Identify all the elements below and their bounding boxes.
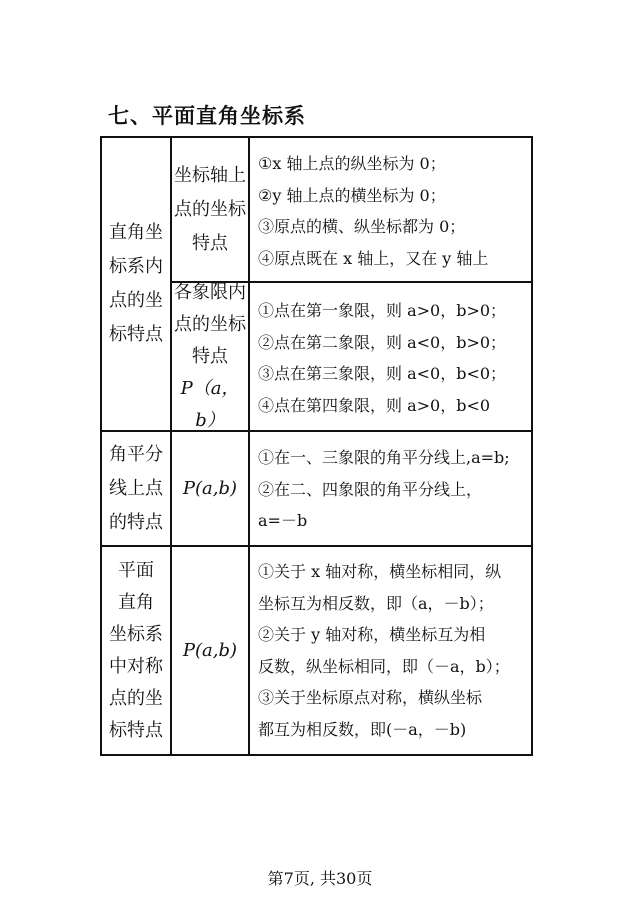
list-item: ③关于坐标原点对称，横纵坐标 — [258, 688, 483, 707]
row2-category-line: 角平分 — [109, 443, 163, 465]
quadrant-points-label-line: 点的坐标 — [174, 313, 246, 335]
row2-point — [172, 432, 248, 545]
row3-category-line: 直角 — [118, 591, 154, 613]
list-item: ①关于 x 轴对称，横坐标相同，纵 — [258, 562, 502, 581]
page-number: 第7页, 共30页 — [267, 869, 373, 888]
axis-points-items — [258, 148, 530, 274]
section-title: 七、平面直角坐标系 — [108, 104, 306, 128]
list-item: 坐标互为相反数，即（a，－b）； — [258, 593, 494, 613]
row2-point-label: P(a,b) — [182, 477, 238, 499]
axis-points-label-line: 坐标轴上 — [174, 164, 246, 186]
quadrant-points-label-line: 特点 — [192, 345, 228, 367]
quadrant-points-items — [258, 295, 530, 421]
row1-category-line: 点的坐 — [109, 290, 163, 311]
column-divider-2 — [248, 138, 250, 754]
list-item: a=－b — [258, 511, 308, 530]
row1-category — [102, 138, 170, 430]
list-item: ④原点既在 x 轴上，又在 y 轴上 — [258, 248, 489, 268]
quadrant-points-label-line: 各象限内 — [174, 281, 246, 303]
list-item: 都互为相反数，即(－a，－b) — [258, 719, 467, 739]
row2-category — [102, 432, 170, 545]
bisector-items — [258, 442, 530, 537]
row3-category-line: 平面 — [118, 559, 154, 581]
row2-category-line: 线上点 — [109, 477, 163, 499]
coordinate-properties-table — [100, 136, 533, 756]
list-item: ②点在第二象限，则 a<0，b>0； — [258, 332, 507, 352]
axis-points-label-line: 特点 — [192, 232, 228, 254]
row2-category-line: 的特点 — [109, 511, 163, 533]
quadrant-points-label — [172, 283, 248, 430]
symmetry-items — [258, 556, 530, 745]
axis-points-label — [172, 138, 248, 281]
list-item: ③点在第三象限，则 a<0，b<0； — [258, 364, 507, 383]
list-item: ②y 轴上点的横坐标为 0； — [258, 185, 446, 205]
list-item: ②在二、四象限的角平分线上， — [258, 479, 483, 499]
row3-point — [172, 547, 248, 754]
row3-category-line: 点的坐 — [109, 687, 163, 709]
axis-points-label-line: 点的坐标 — [174, 198, 246, 220]
list-item: ①在一、三象限的角平分线上,a=b; — [258, 448, 510, 467]
row3-category-line: 坐标系 — [109, 623, 163, 645]
row1-category-line: 标特点 — [109, 324, 163, 345]
row1-category-line: 直角坐 — [109, 222, 163, 243]
list-item: 反数，纵坐标相同，即（－a，b）； — [258, 656, 510, 676]
row1-category-line: 标系内 — [109, 256, 163, 277]
row3-category-line: 标特点 — [109, 719, 163, 741]
list-item: ①点在第一象限，则 a>0，b>0； — [258, 301, 507, 320]
list-item: ③原点的横、纵坐标都为 0； — [258, 217, 466, 236]
row3-category-line: 中对称 — [109, 655, 163, 677]
row3-point-label: P(a,b) — [182, 639, 238, 661]
list-item: ②关于 y 轴对称，横坐标互为相 — [258, 625, 486, 644]
row3-category — [102, 547, 170, 754]
list-item: ④点在第四象限，则 a>0，b<0 — [258, 395, 491, 415]
list-item: ①x 轴上点的纵坐标为 0； — [258, 154, 446, 173]
quadrant-points-label-line: P（a，b） — [180, 377, 240, 431]
